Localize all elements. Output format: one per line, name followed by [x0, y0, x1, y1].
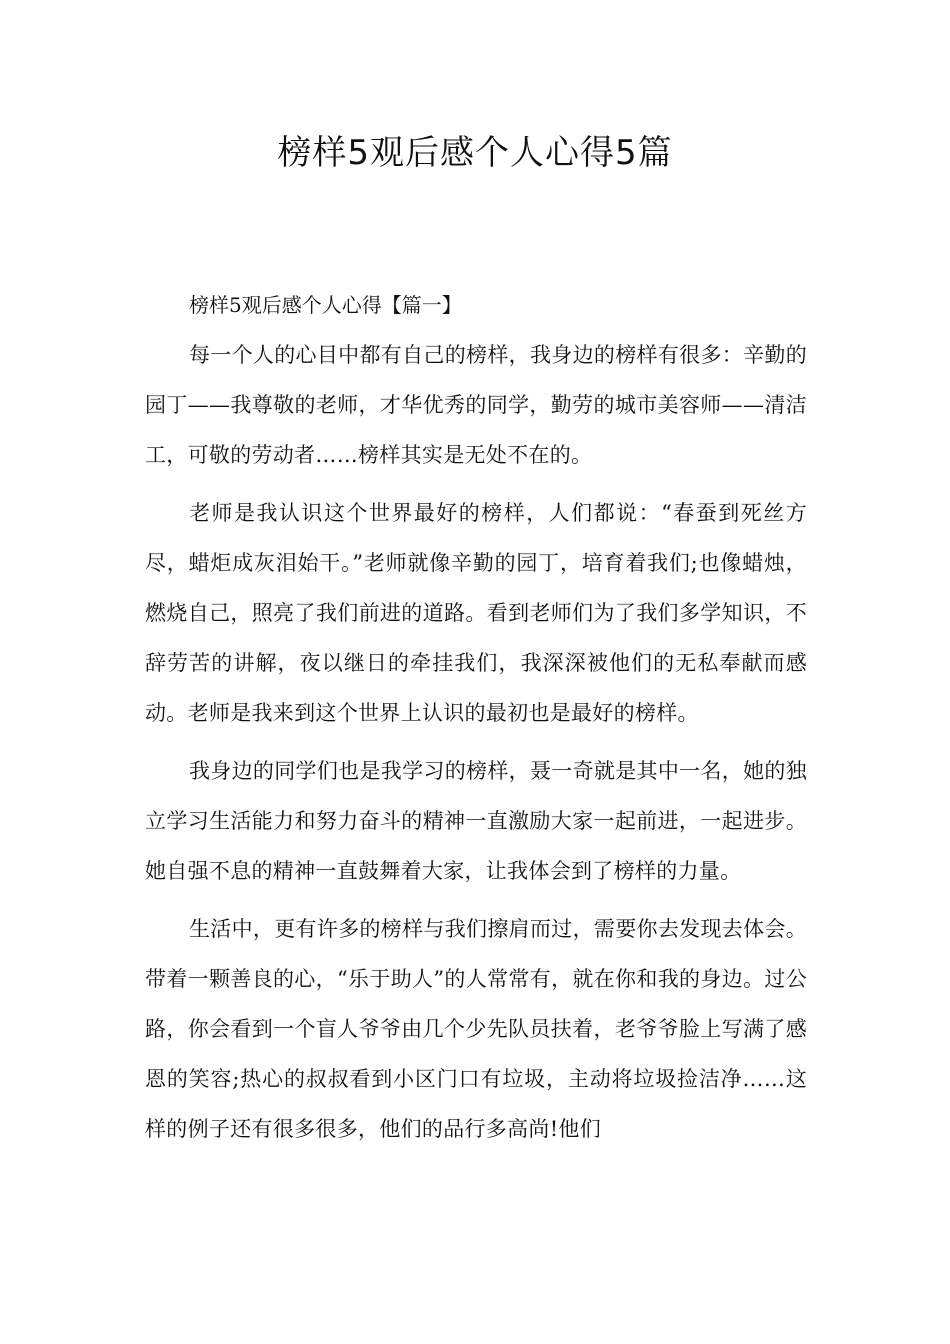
paragraph-2: 老师是我认识这个世界最好的榜样，人们都说：“春蚕到死丝方尽，蜡炬成灰泪始干。”老师就像辛勤的园丁，培育着我们;也像蜡烛，燃烧自己，照亮了我们前进的道路。看到老师们为了我们多学知识，不辞劳苦的讲解，夜以继日的牵挂我们，我深深被他们的无私奉献而感动。老师是我来到这个世界上认识的最初也是最好的榜样。 — [145, 501, 807, 725]
document-title: 榜样5观后感个人心得5篇 — [277, 133, 673, 173]
paragraph-3: 我身边的同学们也是我学习的榜样，聂一奇就是其中一名，她的独立学习生活能力和努力奋斗的精神一直激励大家一起前进，一起进步。她自强不息的精神一直鼓舞着大家，让我体会到了榜样的力量。 — [145, 759, 807, 883]
section-heading: 榜样5观后感个人心得【篇一】 — [189, 293, 462, 317]
paragraph-1: 每一个人的心目中都有自己的榜样，我身边的榜样有很多：辛勤的园丁——我尊敬的老师，才华优秀的同学，勤劳的城市美容师——清洁工，可敬的劳动者……榜样其实是无处不在的。 — [145, 343, 807, 467]
paragraph-4: 生活中，更有许多的榜样与我们擦肩而过，需要你去发现去体会。带着一颗善良的心，“乐于助人”的人常常有，就在你和我的身边。过公路，你会看到一个盲人爷爷由几个少先队员扶着，老爷爷脸上写满了感恩的笑容;热心的叔叔看到小区门口有垃圾，主动将垃圾捡洁净……这样的例子还有很多很多，他们的品行多高尚!他们 — [145, 917, 807, 1141]
document-body — [145, 283, 807, 1162]
